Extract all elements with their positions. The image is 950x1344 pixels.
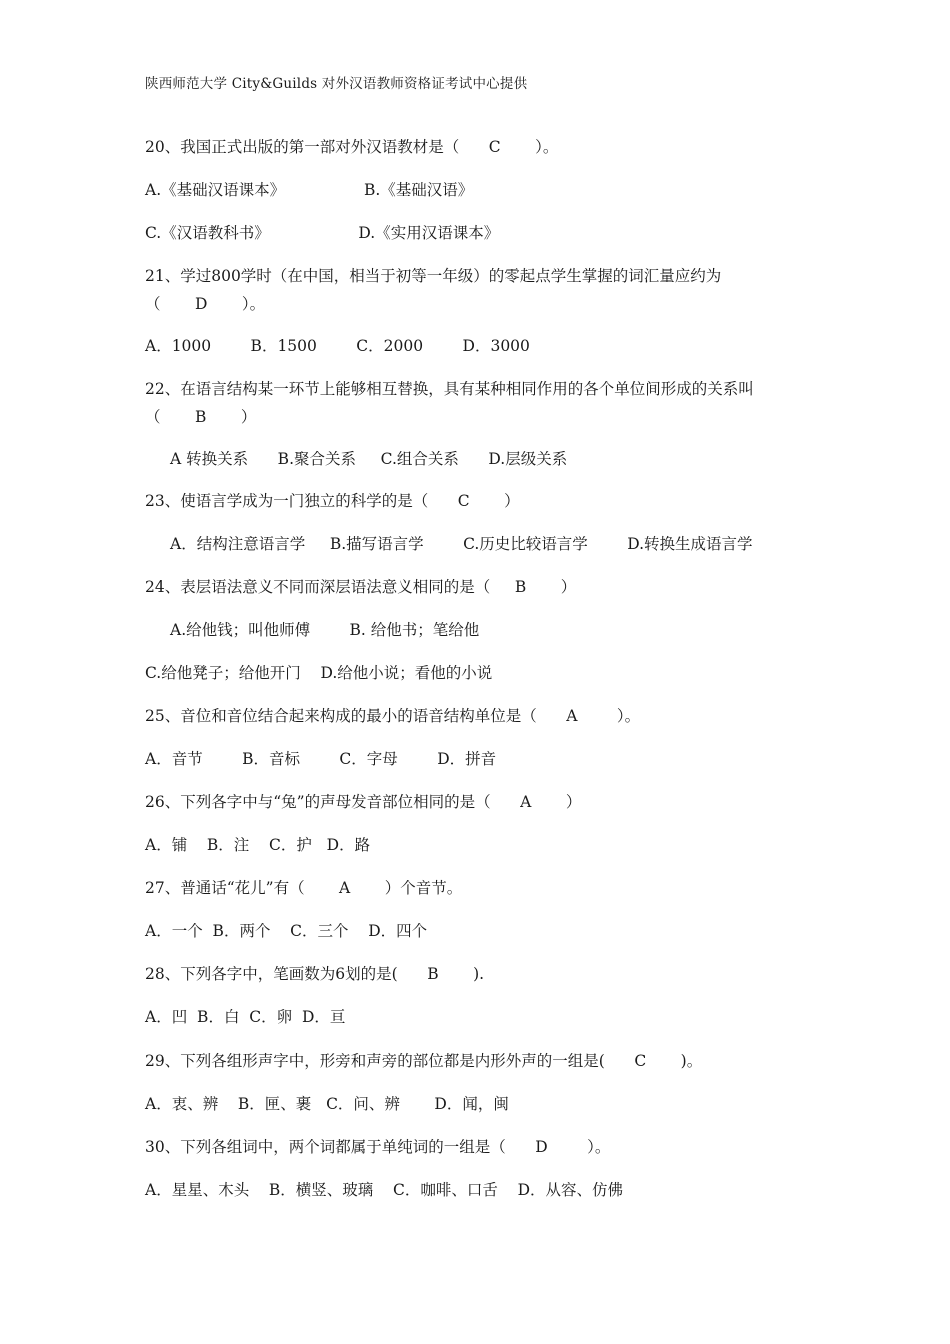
options-29: A．衷、辨 B．匣、裹 C．问、辨 D．闻，闽 <box>145 1095 509 1113</box>
options-21: A．1000 B．1500 C．2000 D．3000 <box>145 337 530 355</box>
options-27: A．一个 B．两个 C．三个 D．四个 <box>145 922 428 940</box>
options-23: A．结构注意语言学 B.描写语言学 C.历史比较语言学 D.转换生成语言学 <box>170 535 753 553</box>
options-20-ab: A.《基础汉语课本》 B.《基础汉语》 <box>145 181 474 199</box>
options-28: A．凹 B．白 C．卵 D．亘 <box>145 1008 346 1026</box>
answer-22: （ B ） <box>145 408 257 426</box>
question-30: 30、下列各组词中，两个词都属于单纯词的一组是（ D ）。 <box>145 1138 611 1156</box>
answer-21: （ D ）。 <box>145 295 266 313</box>
question-23: 23、使语言学成为一门独立的科学的是（ C ） <box>145 492 520 510</box>
question-29: 29、下列各组形声字中，形旁和声旁的部位都是内形外声的一组是( C )。 <box>145 1052 703 1070</box>
question-26: 26、下列各字中与“兔”的声母发音部位相同的是（ A ） <box>145 793 582 811</box>
options-24-ab: A.给他钱；叫他师傅 B. 给他书；笔给他 <box>170 621 480 639</box>
options-20-cd: C.《汉语教科书》 D.《实用汉语课本》 <box>145 224 500 242</box>
options-26: A．铺 B．注 C．护 D．路 <box>145 836 371 854</box>
question-28: 28、下列各字中，笔画数为6划的是( B ). <box>145 965 485 983</box>
options-22: A 转换关系 B.聚合关系 C.组合关系 D.层级关系 <box>170 450 568 468</box>
options-25: A．音节 B．音标 C．字母 D．拼音 <box>145 750 497 768</box>
options-30: A．星星、木头 B．横竖、玻璃 C．咖啡、口舌 D．从容、仿佛 <box>145 1181 623 1199</box>
options-24-cd: C.给他凳子；给他开门 D.给他小说；看他的小说 <box>145 664 493 682</box>
question-21: 21、学过800学时（在中国，相当于初等一年级）的零起点学生掌握的词汇量应约为 <box>145 267 722 285</box>
question-22: 22、在语言结构某一环节上能够相互替换，具有某种相同作用的各个单位间形成的关系叫 <box>145 380 754 398</box>
question-20: 20、我国正式出版的第一部对外汉语教材是（ C ）。 <box>145 138 559 156</box>
document-header: 陕西师范大学 City&Guilds 对外汉语教师资格证考试中心提供 <box>145 76 528 92</box>
question-24: 24、表层语法意义不同而深层语法意义相同的是（ B ） <box>145 578 577 596</box>
question-25: 25、音位和音位结合起来构成的最小的语音结构单位是（ A ）。 <box>145 707 641 725</box>
question-27: 27、普通话“花儿”有（ A ）个音节。 <box>145 879 463 897</box>
